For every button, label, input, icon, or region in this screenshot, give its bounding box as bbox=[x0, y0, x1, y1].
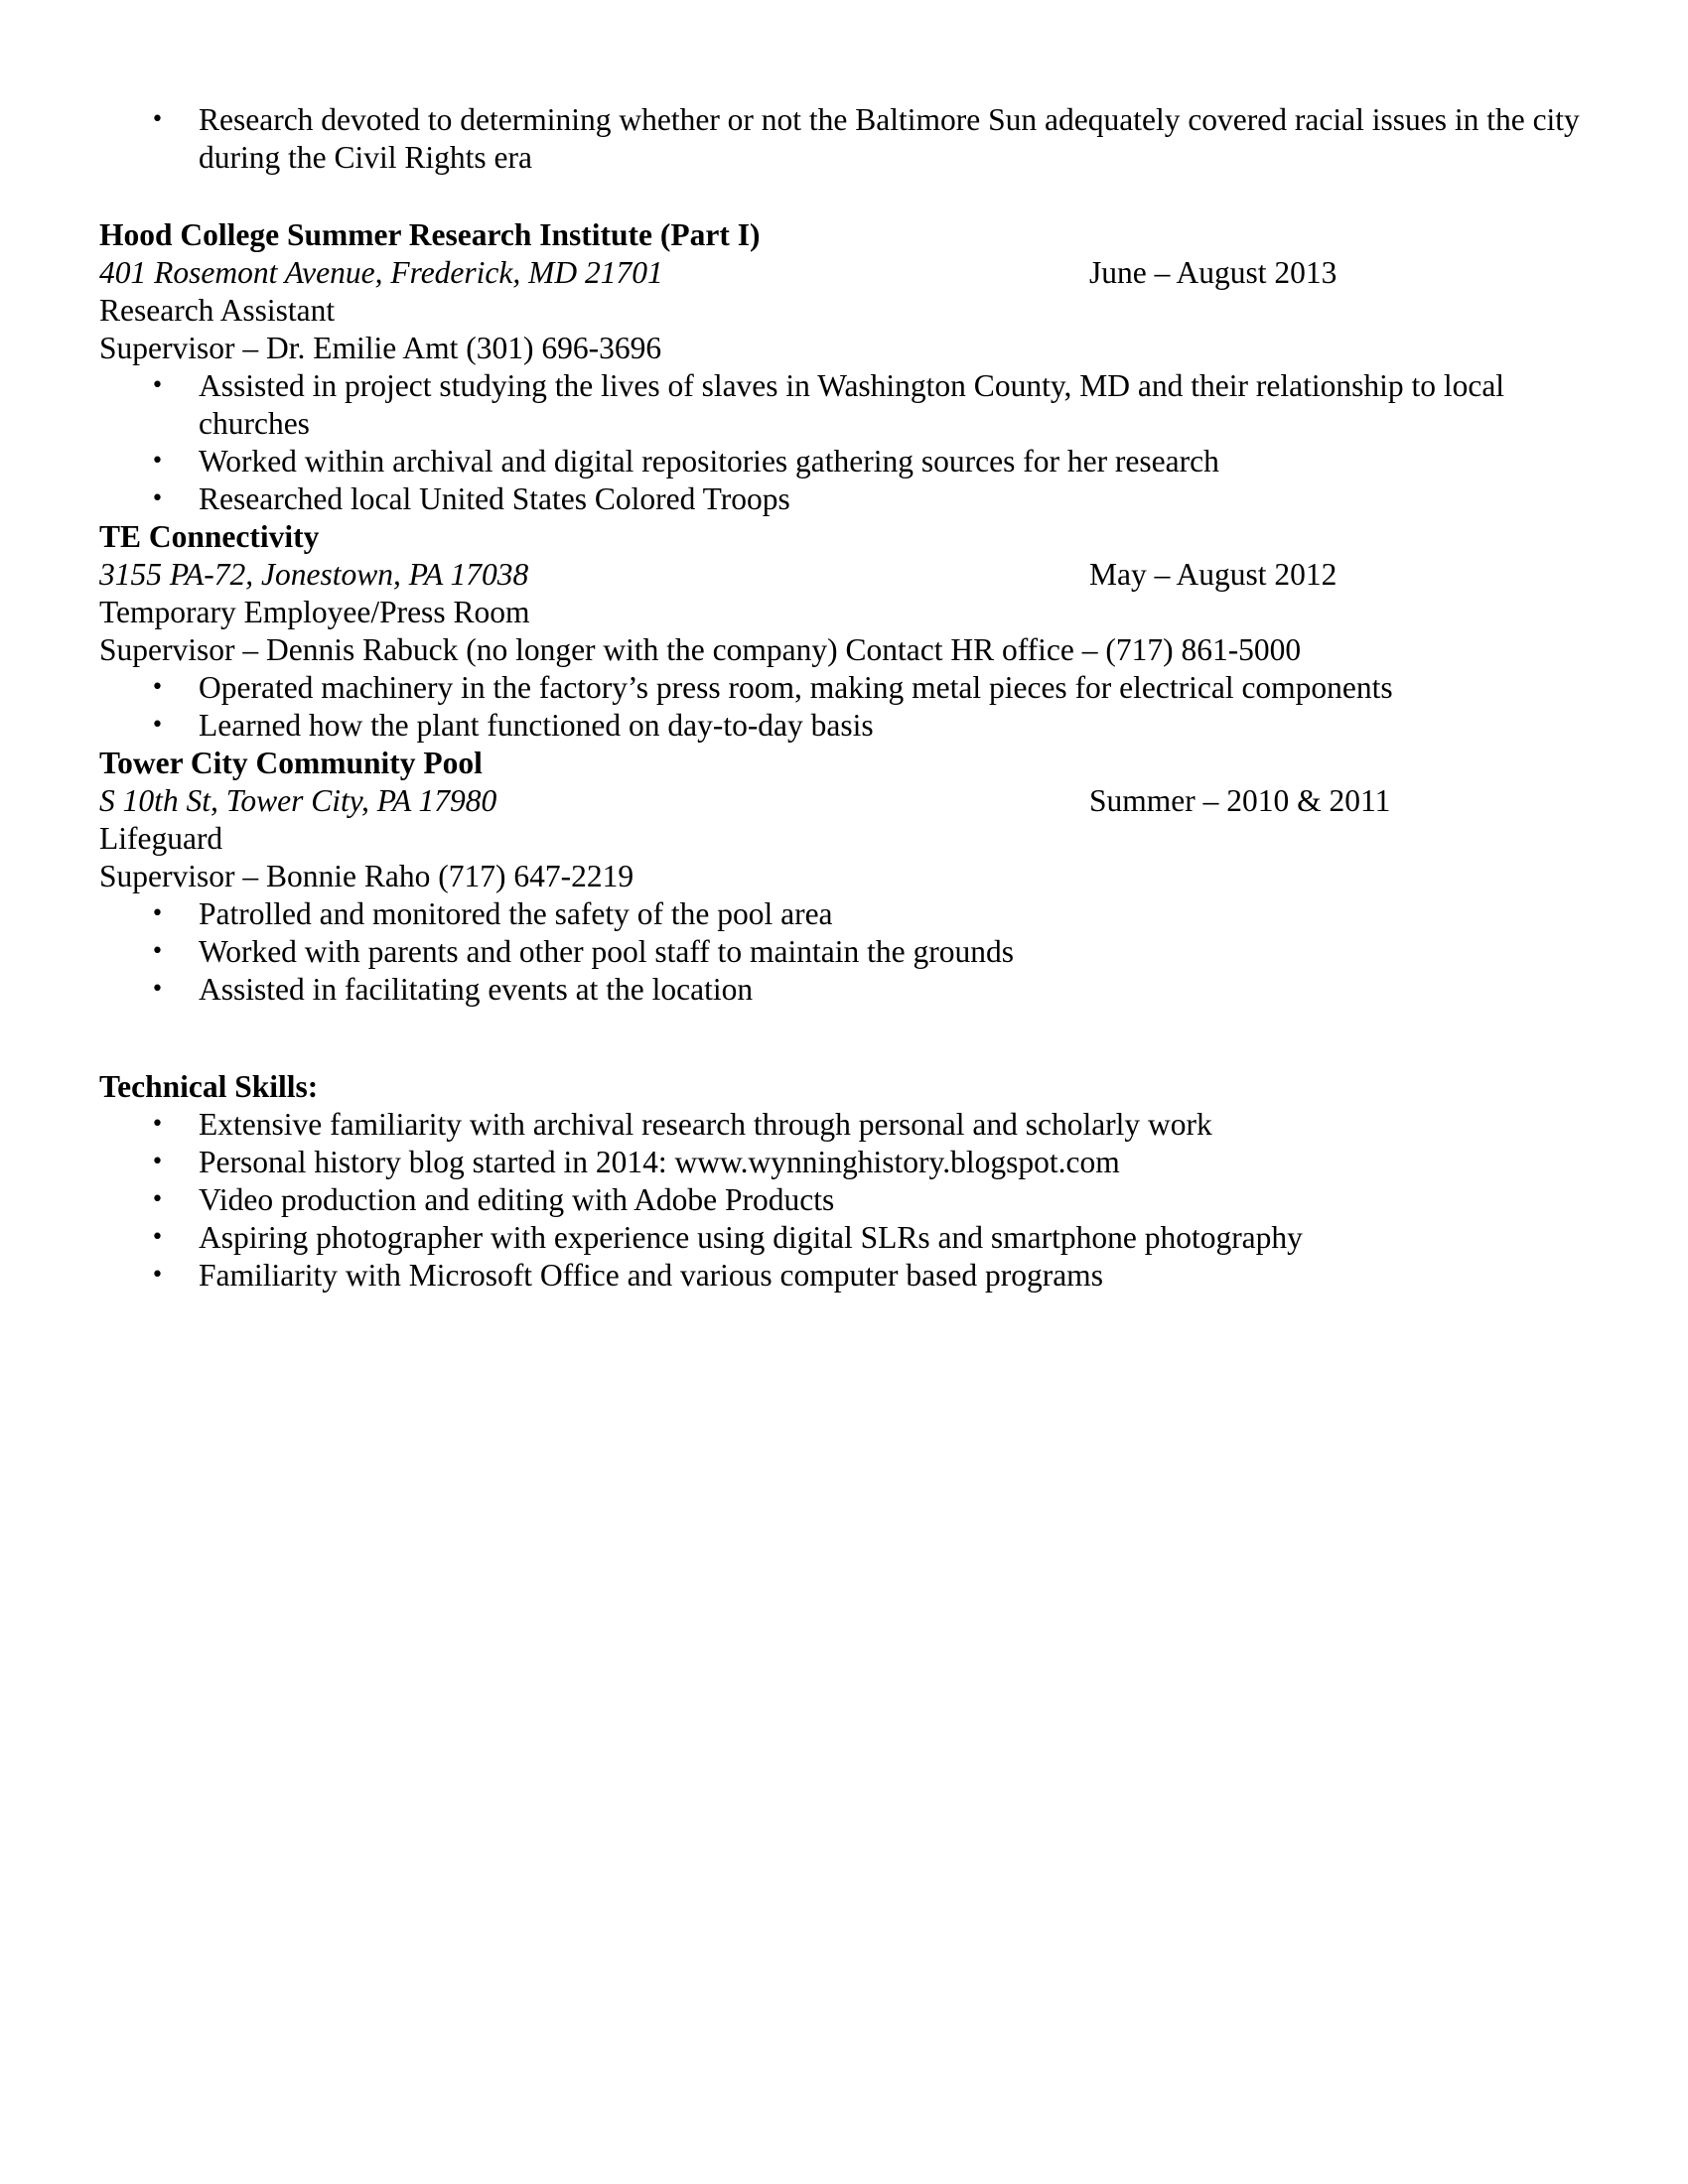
address-row bbox=[99, 556, 1609, 594]
bullet-text: Personal history blog started in 2014: www.wynninghistory.blogspot.com bbox=[199, 1145, 1120, 1179]
bullet-text: Research devoted to determining whether or not the Baltimore Sun adequately covered racial issues in the city during the Civil Rights era bbox=[199, 102, 1580, 175]
address-row bbox=[99, 782, 1609, 820]
job-title: Lifeguard bbox=[99, 821, 223, 856]
list-item bbox=[99, 480, 1609, 518]
list-item bbox=[99, 1144, 1609, 1181]
job-bullet-list bbox=[99, 669, 1609, 745]
address-row bbox=[99, 254, 1609, 292]
employer-address: 401 Rosemont Avenue, Frederick, MD 21701 bbox=[99, 255, 663, 290]
list-item bbox=[99, 707, 1609, 745]
supervisor-line: Supervisor – Bonnie Raho (717) 647-2219 bbox=[99, 859, 634, 893]
list-item bbox=[99, 895, 1609, 933]
supervisor-line: Supervisor – Dr. Emilie Amt (301) 696-3696 bbox=[99, 331, 662, 365]
bullet-icon: • bbox=[151, 977, 164, 1002]
job-title: Research Assistant bbox=[99, 293, 336, 328]
section-spacer bbox=[99, 177, 1609, 216]
employment-dates: June – August 2013 bbox=[1089, 255, 1337, 290]
bullet-icon: • bbox=[151, 1263, 164, 1288]
job-bullet-list bbox=[99, 367, 1609, 518]
list-item bbox=[99, 367, 1609, 443]
employer-address: 3155 PA-72, Jonestown, PA 17038 bbox=[99, 557, 529, 592]
employer-address: S 10th St, Tower City, PA 17980 bbox=[99, 783, 497, 818]
job-entry-hood-college bbox=[99, 216, 1609, 518]
job-bullet-list bbox=[99, 895, 1609, 1009]
technical-skills-section bbox=[99, 1068, 1609, 1295]
bullet-icon: • bbox=[151, 1112, 164, 1137]
bullet-text: Learned how the plant functioned on day-to-day basis bbox=[199, 708, 874, 743]
employer-name: Hood College Summer Research Institute (Part I) bbox=[99, 217, 761, 252]
job-title: Temporary Employee/Press Room bbox=[99, 595, 530, 629]
bullet-icon: • bbox=[151, 1225, 164, 1250]
resume-content bbox=[99, 101, 1609, 1295]
job-entry-te-connectivity bbox=[99, 518, 1609, 745]
bullet-text: Researched local United States Colored Troops bbox=[199, 481, 790, 516]
bullet-text: Worked within archival and digital repositories gathering sources for her research bbox=[199, 444, 1219, 478]
employment-dates: Summer – 2010 & 2011 bbox=[1089, 783, 1391, 818]
list-item bbox=[99, 1219, 1609, 1257]
employer-name: Tower City Community Pool bbox=[99, 746, 483, 780]
bullet-icon: • bbox=[151, 449, 164, 474]
bullet-icon: • bbox=[151, 1187, 164, 1212]
list-item bbox=[99, 933, 1609, 971]
bullet-text: Extensive familiarity with archival research through personal and scholarly work bbox=[199, 1107, 1212, 1142]
bullet-text: Assisted in facilitating events at the location bbox=[199, 972, 754, 1007]
bullet-icon: • bbox=[151, 901, 164, 926]
bullet-text: Video production and editing with Adobe Products bbox=[199, 1182, 835, 1217]
bullet-text: Operated machinery in the factory’s press room, making metal pieces for electrical components bbox=[199, 670, 1393, 705]
bullet-icon: • bbox=[151, 713, 164, 738]
section-spacer bbox=[99, 1009, 1609, 1068]
bullet-text: Aspiring photographer with experience using digital SLRs and smartphone photography bbox=[199, 1220, 1303, 1255]
employment-dates: May – August 2012 bbox=[1089, 557, 1337, 592]
bullet-text: Patrolled and monitored the safety of the pool area bbox=[199, 896, 833, 931]
bullet-text: Assisted in project studying the lives of slaves in Washington County, MD and their relationship to local churches bbox=[199, 368, 1505, 441]
bullet-icon: • bbox=[151, 486, 164, 511]
skills-bullet-list bbox=[99, 1106, 1609, 1295]
list-item bbox=[99, 1106, 1609, 1144]
bullet-icon: • bbox=[151, 1150, 164, 1174]
list-item bbox=[99, 101, 1609, 177]
bullet-icon: • bbox=[151, 107, 164, 132]
bullet-text: Worked with parents and other pool staff to maintain the grounds bbox=[199, 934, 1014, 969]
list-item bbox=[99, 1181, 1609, 1219]
bullet-icon: • bbox=[151, 675, 164, 700]
bullet-text: Familiarity with Microsoft Office and various computer based programs bbox=[199, 1258, 1103, 1293]
bullet-icon: • bbox=[151, 373, 164, 398]
bullet-icon: • bbox=[151, 939, 164, 964]
job-entry-tower-city-pool bbox=[99, 745, 1609, 1009]
employer-name: TE Connectivity bbox=[99, 519, 320, 554]
list-item bbox=[99, 1257, 1609, 1295]
supervisor-line: Supervisor – Dennis Rabuck (no longer with the company) Contact HR office – (717) 861-5000 bbox=[99, 632, 1302, 667]
section-heading: Technical Skills: bbox=[99, 1069, 319, 1104]
list-item bbox=[99, 971, 1609, 1009]
list-item bbox=[99, 669, 1609, 707]
list-item bbox=[99, 443, 1609, 480]
intro-bullet-list bbox=[99, 101, 1609, 177]
